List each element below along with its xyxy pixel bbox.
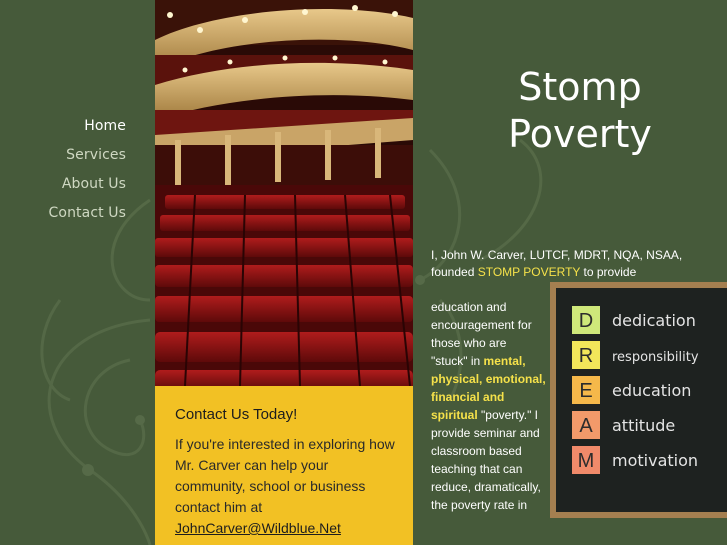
intro-tail: to provide [580,265,637,279]
intro-lead: I, John W. Carver, LUTCF, MDRT, NQA, NSAA, founded [431,248,683,279]
title-line-1: Stomp [518,65,642,109]
brand-highlight: STOMP POVERTY [477,265,581,279]
dream-word: attitude [612,416,676,435]
dream-letter: R [578,345,594,367]
poverty-types-highlight: mental, physical, emotional, financial and spiritual [431,354,546,422]
page-title [490,64,670,158]
intro-text [431,247,716,281]
dream-letter: M [577,450,595,472]
contact-box [155,386,413,545]
body-column [431,298,546,514]
main-nav [0,112,126,228]
nav-home-link[interactable]: Home [84,118,126,134]
body-text-2: "poverty." I provide seminar and classroom based teaching that can reduce, dramatically, the poverty rate in [431,408,541,512]
dream-letter: A [579,415,593,437]
nav-contact-link[interactable]: Contact Us [48,205,126,221]
theater-photo [155,0,413,386]
dream-word: motivation [612,451,699,470]
contact-text [175,434,401,539]
dream-letter: D [578,310,594,332]
dream-letter: E [579,380,593,402]
dream-word: responsibility [612,350,699,365]
dream-chalkboard-image [550,282,727,518]
body-text-1: education and encouragement for those who are "stuck" in [431,300,532,368]
contact-body: If you're interested in exploring how Mr. Carver can help your community, school or business contact him at [175,436,395,515]
nav-services-link[interactable]: Services [66,147,126,163]
nav-about-link[interactable]: About Us [61,176,126,192]
dream-word: education [612,381,692,400]
dream-word: dedication [612,311,696,330]
contact-email-link[interactable]: JohnCarver@Wildblue.Net [175,520,341,536]
contact-heading: Contact Us Today! [175,406,298,423]
title-line-2: Poverty [508,112,652,156]
